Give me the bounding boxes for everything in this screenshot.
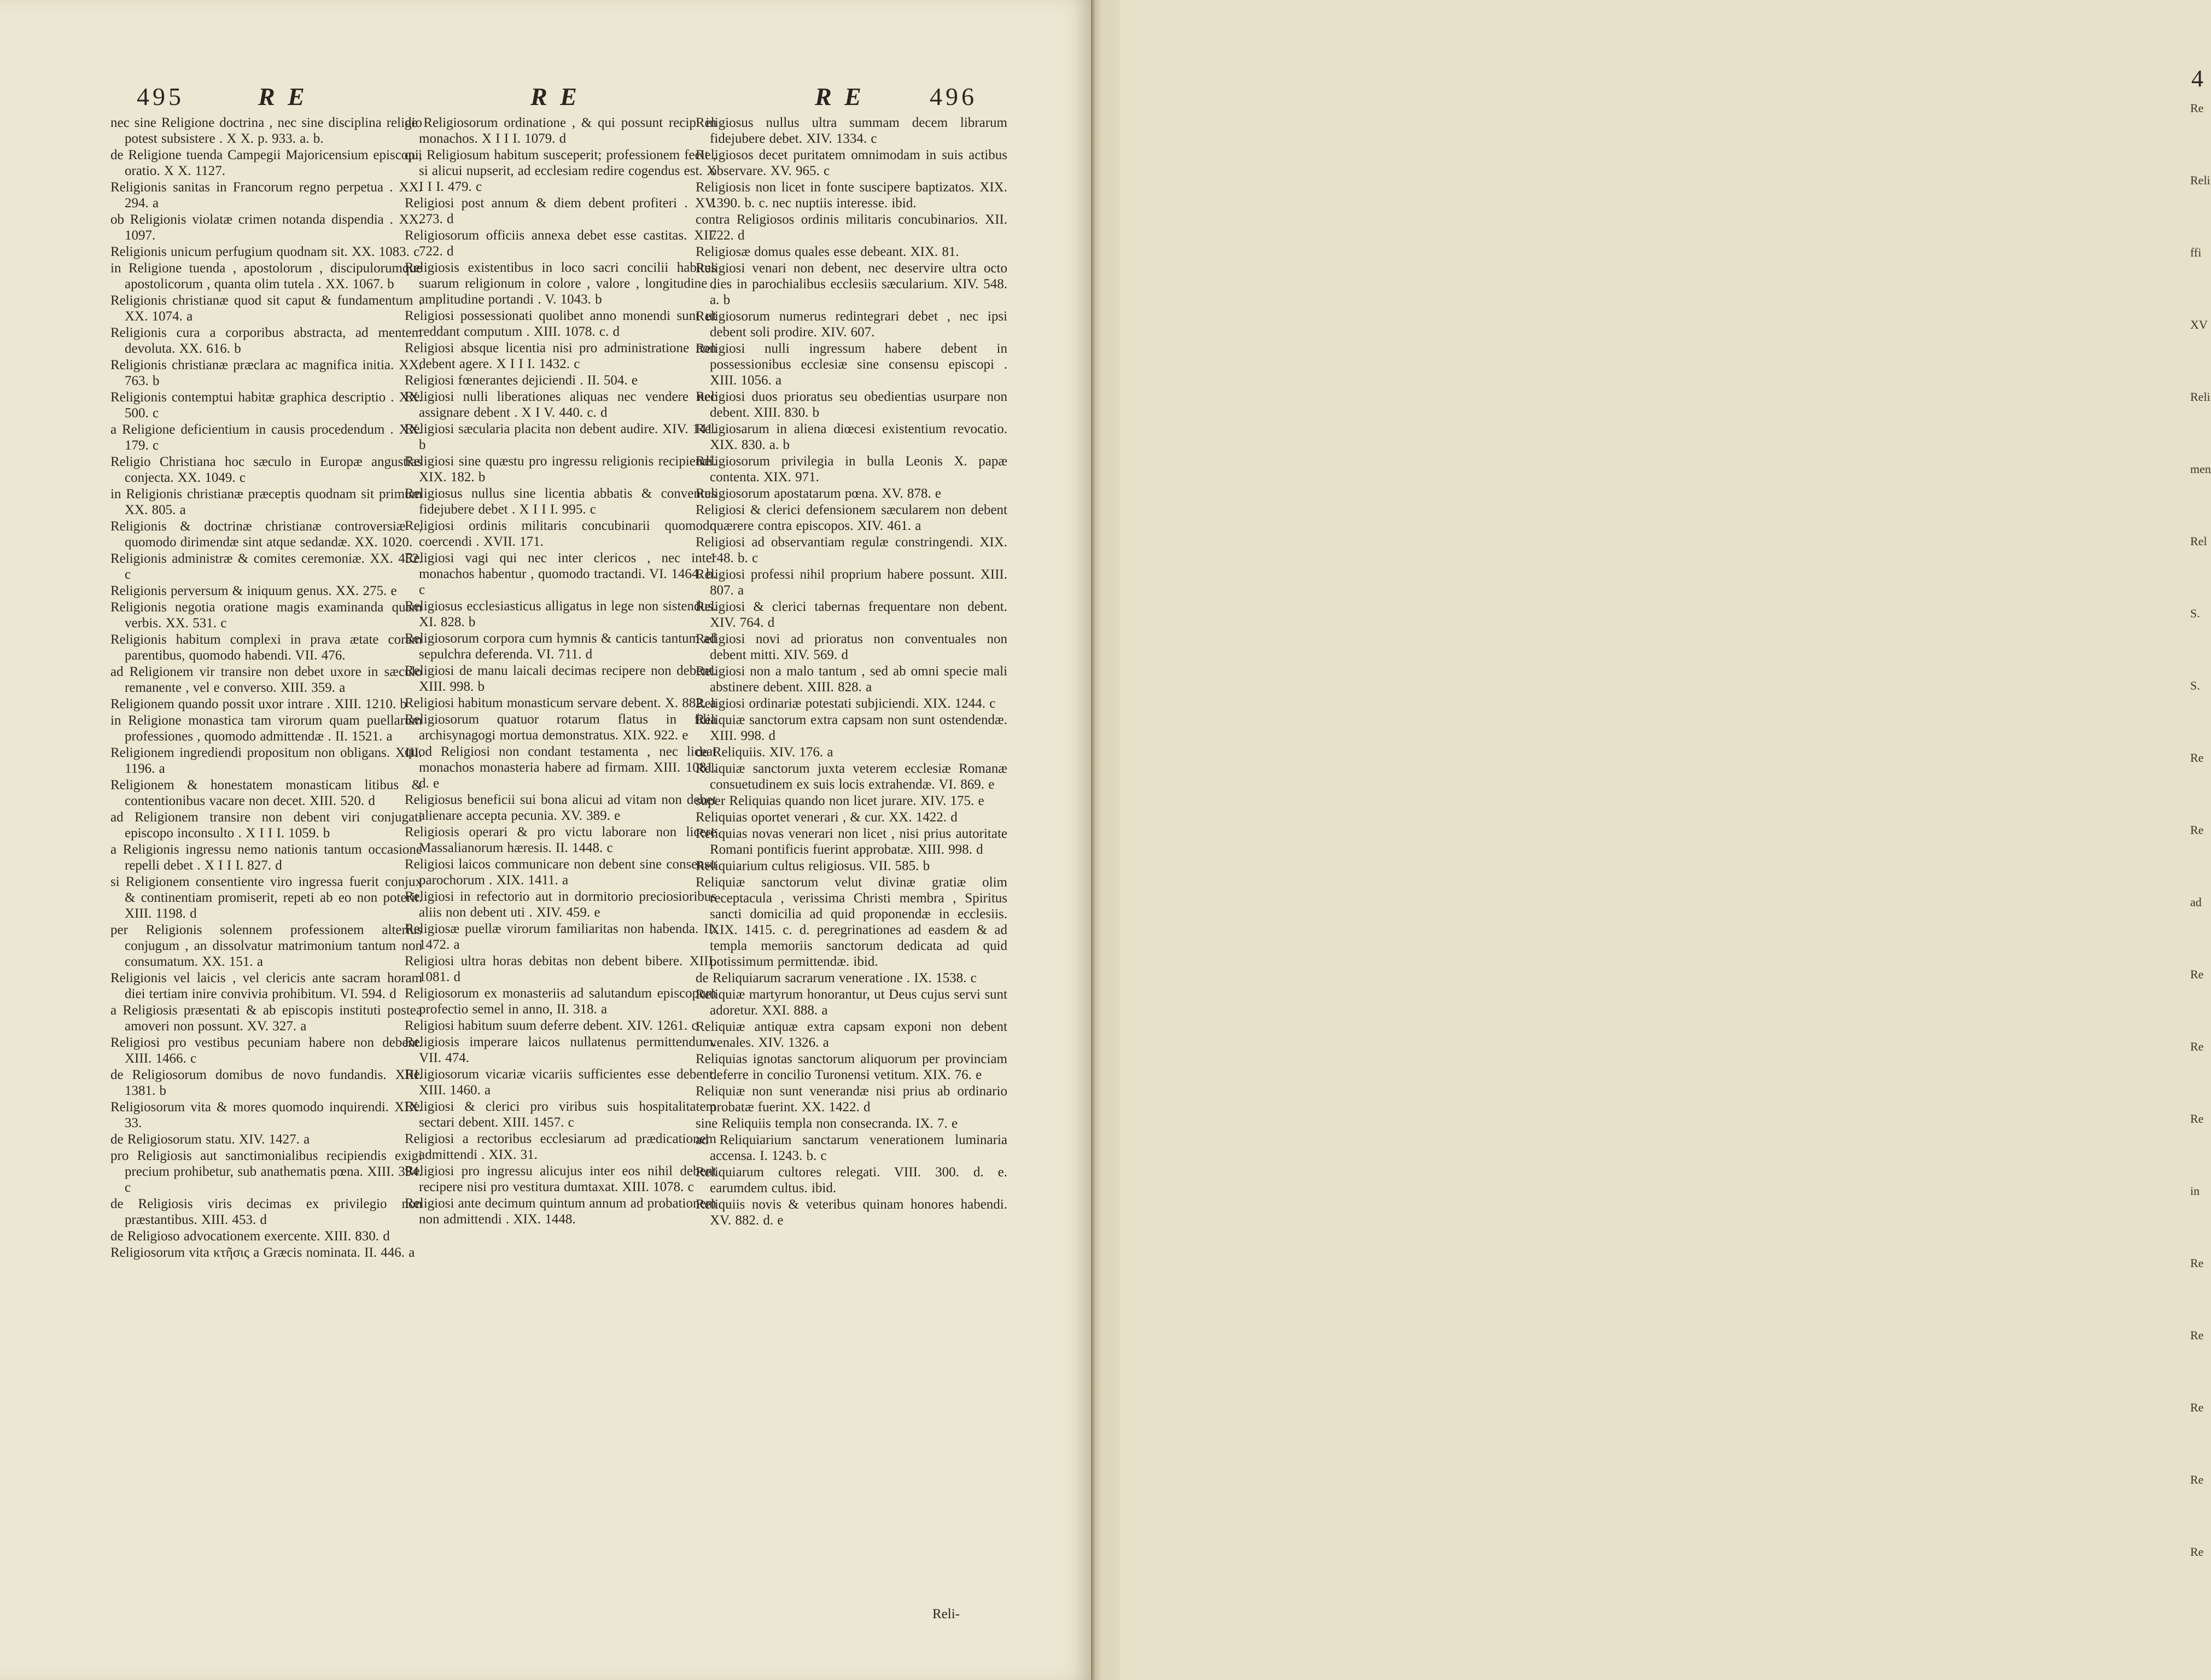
index-entry: Religiosi de manu laicali decimas recipere non debent. XIII. 998. b — [405, 663, 716, 694]
index-entry: Religiosi ordinis militaris concubinarii quomodo coercendi . XVII. 171. — [405, 518, 716, 549]
adjacent-page-fragment: S. — [2190, 606, 2200, 620]
index-entry: pro Religiosis aut sanctimonialibus recipiendis exigi precium prohibetur, sub anathematis pœna. XIII. 394. c — [110, 1148, 422, 1195]
index-entry: Religiosæ domus quales esse debeant. XIX. 81. — [696, 244, 959, 259]
index-entry: Religiosus beneficii sui bona alicui ad vitam non debet alienare accepta pecunia. XV. 389. e — [405, 792, 716, 823]
index-entry: in Religionis christianæ præceptis quodnam sit primum XX. 805. a — [110, 487, 422, 517]
index-entry: Religionis unicum perfugium quodnam sit. XX. 1083. c — [110, 244, 420, 259]
adjacent-page-fragment: Re — [2190, 1473, 2204, 1486]
index-entry: Religionis sanitas in Francorum regno perpetua . XX. 294. a — [110, 180, 422, 211]
index-entry: Religiosi ad observantiam regulæ constringendi. XIX. 148. b. c — [696, 535, 1007, 565]
index-entry: Religionis vel laicis , vel clericis ante sacram horam diei tertiam inire convivia prohibitum. VI. 594. d — [110, 971, 422, 1001]
index-entry: Religiosi professi nihil proprium habere possunt. XIII. 807. a — [696, 567, 1007, 598]
adjacent-page-edge — [1091, 0, 2211, 1680]
adjacent-page-fragment: Re — [2190, 967, 2204, 981]
index-entry: Reliquiæ sanctorum velut divinæ gratiæ olim receptacula , verissima Christi membra , Spiritus sancti domicilia ad quid proponendæ in ecclesiis. XIX. 1415. c. d. peregrinationes ad easdem & ad templa memoriis sanctorum dedicata ad quid potissimum permittendæ. ibid. — [696, 875, 1007, 969]
index-column-2 — [405, 115, 716, 1228]
adjacent-page-fragment: men — [2190, 462, 2211, 476]
right-running-head: R E — [815, 83, 865, 110]
index-entry: Religiosi & clerici defensionem sæcularem non debent quærere contra episcopos. XIV. 461. a — [696, 503, 1007, 533]
index-entry: in Religione monastica tam virorum quam puellarum professiones , quomodo admittendæ . II. 1521. a — [110, 713, 422, 744]
index-entry: Religiosorum corpora cum hymnis & canticis tantum ad sepulchra deferenda. VI. 711. d — [405, 631, 716, 662]
adjacent-page-fragment: in — [2190, 1184, 2200, 1198]
index-entry: Religiosi post annum & diem debent profiteri . XV. 273. d — [405, 196, 716, 226]
adjacent-page-fragment: Re — [2190, 751, 2204, 765]
adjacent-page-fragment: Re — [2190, 1112, 2204, 1125]
index-entry: Religiosorum ex monasteriis ad salutandum episcopum profectio semel in anno, II. 318. a — [405, 986, 716, 1017]
index-column-1 — [110, 115, 422, 1261]
index-entry: Religio Christiana hoc sæculo in Europæ angustias conjecta. XX. 1049. c — [110, 454, 422, 485]
index-entry: Religiosis existentibus in loco sacri concilii habitus suarum religionum in colore , valore , longitudine , amplitudine portandi . V. 1043. b — [405, 260, 716, 307]
index-entry: Religiosi a rectoribus ecclesiarum ad prædicationem admittendi . XIX. 31. — [405, 1131, 716, 1162]
index-entry: de Religione tuenda Campegii Majoricensium episcopi, oratio. X X. 1127. — [110, 148, 422, 178]
index-entry: ad Reliquiarium sanctarum venerationem luminaria accensa. I. 1243. b. c — [696, 1133, 1007, 1163]
index-entry: qui Religiosum habitum susceperit; professionem fecit , si alicui nupserit, ad ecclesiam redire cogendus est. X I I I. 479. c — [405, 148, 716, 194]
index-entry: Religiosi venari non debent, nec deservire ultra octo dies in parochialibus ecclesiis sæcularium. XIV. 548. a. b — [696, 261, 1007, 307]
index-entry: Religiosi ante decimum quintum annum ad probationem non admittendi . XIX. 1448. — [405, 1196, 716, 1227]
adjacent-page-fragment: Re — [2190, 1545, 2204, 1559]
index-entry: de Reliquiarum sacrarum veneratione . IX. 1538. c — [696, 971, 977, 985]
index-entry: Religiosi nulli liberationes aliquas nec vendere nec assignare debent . X I V. 440. c. d — [405, 389, 716, 420]
adjacent-page-fragment: ad — [2190, 895, 2202, 909]
index-entry: Religiosos decet puritatem omnimodam in suis actibus observare. XV. 965. c — [696, 148, 1007, 178]
catchword: Reli- — [932, 1607, 960, 1621]
index-entry: Religiosi habitum suum deferre debent. XIV. 1261. c — [405, 1018, 698, 1033]
index-entry: Religiosi laicos communicare non debent sine consensu parochorum . XIX. 1411. a — [405, 857, 716, 888]
index-entry: ob Religionis violatæ crimen notanda dispendia . XX. 1097. — [110, 212, 422, 243]
index-entry: Reliquiarium cultus religiosus. VII. 585. b — [696, 859, 930, 873]
index-entry: Religiosi sæcularia placita non debent audire. XIV. 141. b — [405, 422, 716, 452]
left-page-number: 495 — [137, 83, 184, 110]
index-entry: ad Religionem vir transire non debet uxore in sæculo remanente , vel e converso. XIII. 359. a — [110, 664, 422, 695]
index-entry: Religiosorum vicariæ vicariis sufficientes esse debent. XIII. 1460. a — [405, 1067, 716, 1098]
index-entry: Religiosi ultra horas debitas non debent bibere. XIII. 1081. d — [405, 954, 716, 984]
adjacent-page-fragment: XV — [2190, 318, 2208, 331]
index-entry: Religiosis operari & pro victu laborare non licere Massalianorum hæresis. II. 1448. c — [405, 825, 716, 855]
index-entry: Religionis & doctrinæ christianæ controversiæ , quomodo dirimendæ sint atque sedandæ. XX. 1020. — [110, 519, 422, 550]
index-entry: a Religione deficientium in causis procedendum . XX. 179. c — [110, 422, 422, 453]
index-entry: de Reliquiis. XIV. 176. a — [696, 745, 833, 760]
index-entry: Religiosi absque licentia nisi pro administratione non debent agere. X I I I. 1432. c — [405, 341, 716, 371]
index-entry: Religiosi possessionati quolibet anno monendi sunt ut reddant computum . XIII. 1078. c. d — [405, 308, 716, 339]
index-entry: Reliquiis novis & veteribus quinam honores habendi. XV. 882. d. e — [696, 1197, 1007, 1228]
index-entry: super Reliquias quando non licet jurare. XIV. 175. e — [696, 794, 984, 808]
index-entry: a Religiosis præsentati & ab episcopis instituti postea amoveri non possunt. XV. 327. a — [110, 1003, 422, 1034]
adjacent-page-fragment: Re — [2190, 1256, 2204, 1270]
index-entry: Religiosi nulli ingressum habere debent in possessionibus ecclesiæ sine consensu episcopi . XIII. 1056. a — [696, 341, 1007, 388]
index-entry: Religiosis non licet in fonte suscipere baptizatos. XIX. 1390. b. c. nec nuptiis interesse. ibid. — [696, 180, 1007, 211]
index-entry: Religionis contemptui habitæ graphica descriptio . XX. 500. c — [110, 390, 422, 421]
index-entry: Religiosus ecclesiasticus alligatus in lege non sistendus. XI. 828. b — [405, 599, 716, 629]
index-entry: Religiosi fœnerantes dejiciendi . II. 504. e — [405, 373, 638, 388]
index-entry: sine Reliquiis templa non consecranda. IX. 7. e — [696, 1116, 958, 1131]
index-entry: Reliquiarum cultores relegati. VIII. 300. d. e. earumdem cultus. ibid. — [696, 1165, 1007, 1195]
index-entry: de Religiosorum domibus de novo fundandis. XIII. 1381. b — [110, 1068, 422, 1098]
index-entry: Religiosæ puellæ virorum familiaritas non habenda. II. 1472. a — [405, 921, 716, 952]
adjacent-page-fragment: Reli — [2190, 390, 2210, 404]
index-entry: Religiosorum apostatarum pœna. XV. 878. e — [696, 486, 941, 501]
index-entry: Religionis negotia oratione magis examinanda quam verbis. XX. 531. c — [110, 600, 422, 631]
index-entry: a Religionis ingressu nemo nationis tantum occasione repelli debet . X I I I. 827. d — [110, 842, 422, 873]
center-running-head: R E — [530, 83, 580, 110]
index-entry: de Religiosis viris decimas ex privilegio non præstantibus. XIII. 453. d — [110, 1197, 422, 1227]
index-entry: Religiosorum vita κτῆσις a Græcis nominata. II. 446. a — [110, 1245, 415, 1260]
adjacent-page-fragment: Rel — [2190, 534, 2207, 548]
index-entry: quod Religiosi non condant testamenta , nec liceat monachos monasteria habere ad firmam. XIII. 1081. d. e — [405, 744, 716, 791]
left-running-head: R E — [258, 83, 308, 110]
index-entry: Religiosorum numerus redintegrari debet , nec ipsi debent soli prodire. XIV. 607. — [696, 309, 1007, 340]
index-entry: Religiosi vagi qui nec inter clericos , nec inter monachos habentur , quomodo tractandi. VI. 1464. b. c — [405, 551, 716, 597]
index-entry: Reliquiæ martyrum honorantur, ut Deus cujus servi sunt adoretur. XXI. 888. a — [696, 987, 1007, 1018]
index-entry: Religiosi pro vestibus pecuniam habere non debent. XIII. 1466. c — [110, 1035, 422, 1066]
index-entry: in Religione tuenda , apostolorum , discipulorumque apostolicorum , quanta olim tutela . XX. 1067. b — [110, 261, 422, 291]
index-entry: Religiosis imperare laicos nullatenus permittendum. VII. 474. — [405, 1035, 716, 1065]
index-entry: de Religiosorum ordinatione , & qui possunt recipi in monachos. X I I I. 1079. d — [405, 115, 716, 146]
index-entry: contra Religiosos ordinis militaris concubinarios. XII. 722. d — [696, 212, 1007, 243]
index-entry: Religiosus nullus ultra summam decem librarum fidejubere debet. XIV. 1334. c — [696, 115, 1007, 146]
index-entry: Religiosorum vita & mores quomodo inquirendi. XIX. 33. — [110, 1100, 422, 1130]
adjacent-page-fragment: Reli — [2190, 173, 2210, 187]
index-entry: Reliquiæ non sunt venerandæ nisi prius ab ordinario probatæ fuerint. XX. 1422. d — [696, 1084, 1007, 1115]
index-entry: Religionis christianæ præclara ac magnifica initia. XX. 763. b — [110, 358, 422, 388]
adjacent-page-fragment: S. — [2190, 679, 2200, 692]
index-entry: Reliquiæ antiquæ extra capsam exponi non debent venales. XIV. 1326. a — [696, 1019, 1007, 1050]
index-entry: Religiosi non a malo tantum , sed ab omni specie mali abstinere debent. XIII. 828. a — [696, 664, 1007, 695]
index-entry: Religiosi novi ad prioratus non conventuales non debent mitti. XIV. 569. d — [696, 632, 1007, 662]
index-entry: Religionis cura a corporibus abstracta, ad mentem devoluta. XX. 616. b — [110, 325, 422, 356]
index-entry: nec sine Religione doctrina , nec sine disciplina religio potest subsistere . X X. p. 933. a. b. — [110, 115, 422, 146]
index-entry: Religionis administræ & comites ceremoniæ. XX. 452. c — [110, 551, 422, 582]
index-entry: Religiosi ordinariæ potestati subjiciendi. XIX. 1244. c — [696, 696, 996, 711]
adjacent-page-fragment: Re — [2190, 823, 2204, 837]
index-entry: de Religioso advocationem exercente. XIII. 830. d — [110, 1229, 390, 1244]
index-entry: de Religiosorum statu. XIV. 1427. a — [110, 1132, 310, 1147]
index-entry: ad Religionem transire non debent viri conjugati episcopo inconsulto . X I I I. 1059. b — [110, 810, 422, 841]
index-entry: Religiosorum privilegia in bulla Leonis X. papæ contenta. XIX. 971. — [696, 454, 1007, 485]
index-entry: Religionem quando possit uxor intrare . XIII. 1210. b — [110, 697, 407, 711]
index-entry: Religiosi pro ingressu alicujus inter eos nihil debent recipere nisi pro vestitura dumtaxat. XIII. 1078. c — [405, 1164, 716, 1194]
index-entry: Religiosi & clerici tabernas frequentare non debent. XIV. 764. d — [696, 599, 1007, 630]
adjacent-page-fragment: Re — [2190, 1401, 2204, 1414]
index-column-3 — [696, 115, 1007, 1229]
adjacent-page-fragment: Re — [2190, 1328, 2204, 1342]
index-entry: Reliquias oportet venerari , & cur. XX. 1422. d — [696, 810, 958, 825]
index-entry: Religionis christianæ quod sit caput & fundamentum . XX. 1074. a — [110, 293, 422, 324]
index-entry: Religionem ingrediendi propositum non obligans. XIII. 1196. a — [110, 745, 422, 776]
index-entry: Reliquiæ sanctorum juxta veterem ecclesiæ Romanæ consuetudinem ex suis locis extrahendæ. VI. 869. e — [696, 761, 1007, 792]
index-entry: Reliquias novas venerari non licet , nisi prius autoritate Romani pontificis fuerint approbatæ. XIII. 998. d — [696, 826, 1007, 857]
right-page-number: 496 — [930, 83, 977, 110]
index-entry: Religiosarum in aliena diœcesi existentium revocatio. XIX. 830. a. b — [696, 422, 1007, 452]
index-entry: Religionis habitum complexi in prava ætate coram parentibus, quomodo habendi. VII. 476. — [110, 632, 422, 663]
index-entry: Religiosi habitum monasticum servare debent. X. 882. a — [405, 696, 716, 710]
adjacent-page-fragment: Re — [2190, 1040, 2204, 1053]
index-entry: Reliquiæ sanctorum extra capsam non sunt ostendendæ. XIII. 998. d — [696, 713, 1007, 743]
index-entry: Religionis perversum & iniquum genus. XX. 275. e — [110, 584, 397, 598]
adjacent-page-fragment: Re — [2190, 101, 2204, 115]
index-entry: Religionem & honestatem monasticam litibus & contentionibus vacare non decet. XIII. 520. d — [110, 778, 422, 808]
index-entry: Reliquias ignotas sanctorum aliquorum per provinciam deferre in concilio Turonensi vetitum. XIX. 76. e — [696, 1052, 1007, 1082]
index-entry: Religiosorum officiis annexa debet esse castitas. XII. 722. d — [405, 228, 716, 259]
adjacent-page-fragment: ffi — [2190, 246, 2202, 259]
index-entry: Religiosi & clerici pro viribus suis hospitalitatem sectari debent. XIII. 1457. c — [405, 1099, 716, 1130]
index-entry: Religiosorum quatuor rotarum flatus in filia archisynagogi mortua demonstratus. XIX. 922. e — [405, 712, 716, 743]
index-entry: per Religionis solennem professionem alterius conjugum , an dissolvatur matrimonium tantum non consumatum. XX. 151. a — [110, 923, 422, 969]
index-entry: Religiosi in refectorio aut in dormitorio preciosioribus aliis non debent uti . XIV. 459. e — [405, 889, 716, 920]
index-entry: Religiosi sine quæstu pro ingressu religionis recipiendi. XIX. 182. b — [405, 454, 716, 485]
index-entry: Religiosi duos prioratus seu obedientias usurpare non debent. XIII. 830. b — [696, 389, 1007, 420]
adjacent-page-number: 4 — [2191, 65, 2203, 92]
document-page — [0, 0, 1091, 1680]
index-entry: si Religionem consentiente viro ingressa fuerit conjux & continentiam promiserit, repeti ab eo non poterit. XIII. 1198. d — [110, 874, 422, 921]
index-entry: Religiosus nullus sine licentia abbatis & conventus fidejubere debet . X I I I. 995. c — [405, 486, 716, 517]
